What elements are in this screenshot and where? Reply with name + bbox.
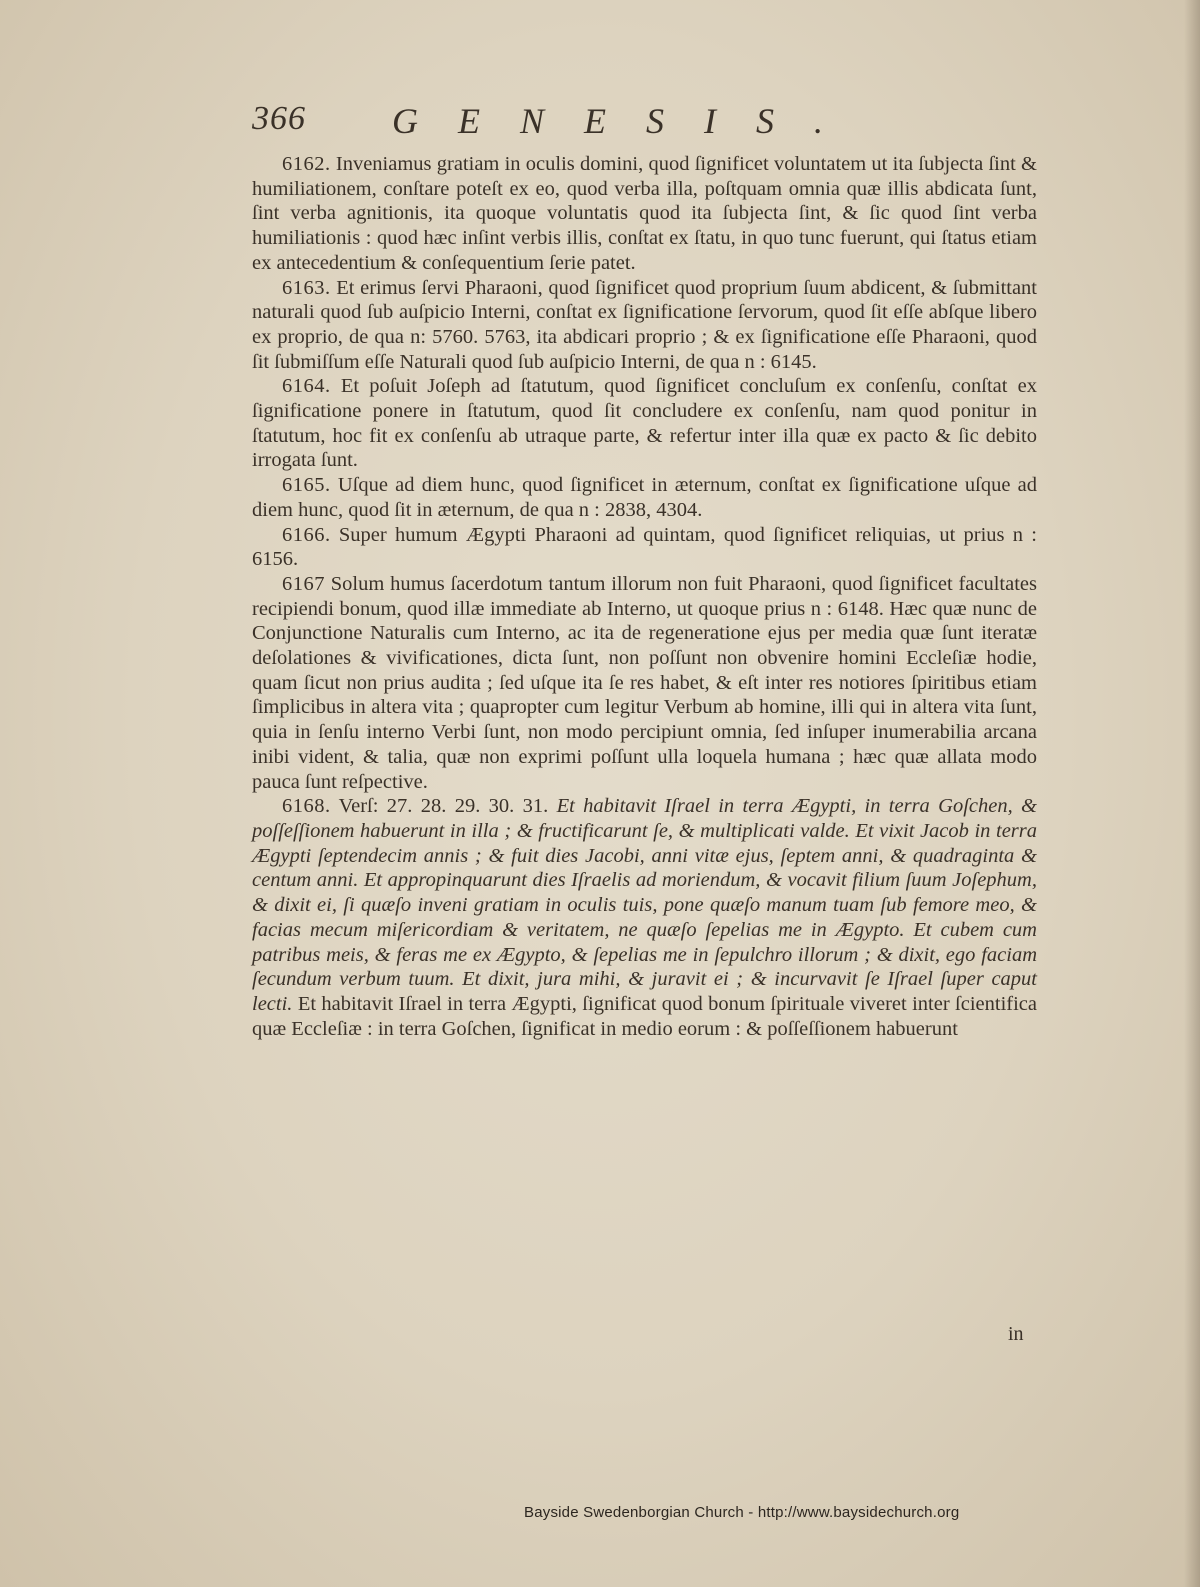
- paragraph-number: 6163.: [282, 276, 331, 299]
- paragraph-number: 6166.: [282, 523, 331, 546]
- paragraph-6167: [252, 572, 1037, 794]
- paragraph-6165: [252, 473, 1037, 522]
- paragraph-text: Et poſuit Joſeph ad ſtatutum, quod ſignificet concluſum ex conſenſu, conſtat ex ſignificatione ponere in ſtatutum, quod ſit concludere ex conſenſu, nam quod ponitur in ſtatutum, hoc fit ex conſenſu ab utraque parte, & refertur inter illa quæ ex pacto & ſic debito irrogata ſunt.: [252, 375, 1037, 472]
- paragraph-6163: [252, 276, 1037, 375]
- page-number: 366: [252, 100, 306, 137]
- paragraph-number: 6165.: [282, 474, 331, 497]
- paragraph-6166: [252, 523, 1037, 572]
- paragraph-text: Inveniamus gratiam in oculis domini, quod ſignificet voluntatem ut ita ſubjecta ſint & humiliationem, conſtare poteſt ex eo, quod verba illa, poſtquam omnia quæ illis abdicata ſunt, ſint verba agnitionis, ita quoque voluntatis quod ita ſubjecta ſint, & ſic quod ſint verba humiliationis : quod hæc inſint verbis illis, conſtat ex ſtatu, in quo tunc fuerunt, qui ſtatus etiam ex antecedentium & conſequentium ſerie patet.: [252, 153, 1038, 274]
- paragraph-6164: [252, 374, 1037, 473]
- footer-credit: Bayside Swedenborgian Church - http://www.baysidechurch.org: [524, 1504, 960, 1521]
- running-title: GENESIS.: [392, 101, 863, 141]
- paragraph-number: 6164.: [282, 375, 331, 398]
- paragraph-number: 6167: [282, 572, 325, 595]
- verse-reference: Verſ: 27. 28. 29. 30. 31.: [338, 795, 549, 818]
- exposition-text: Et habitavit Iſrael in terra Ægypti, ſignificat quod bonum ſpirituale viveret inter ſcientifica quæ Eccleſiæ : in terra Goſchen, ſignificat in medio eorum : & poſſeſſionem habuerunt: [252, 992, 1038, 1040]
- scripture-quotation: Et habitavit Iſrael in terra Ægypti, in terra Goſchen, & poſſeſſionem habuerunt in illa ; & fructificarunt ſe, & multiplicati valde. Et vixit Jacob in terra Ægypti ſeptendecim annis ; & fuit dies Jacobi, anni vitæ ejus, ſeptem anni, & quadraginta & centum anni. Et appropinquarunt dies Iſraelis ad moriendum, & vocavit filium ſuum Joſephum, & dixit ei, ſi quæſo inveni gratiam in oculis tuis, pone quæſo manum tuam ſub femore meo, & facias mecum miſericordiam & veritatem, ne quæſo ſepelias me in Ægypto. Et cubem cum patribus meis, & feras me ex Ægypto, & ſepelias me in ſepulchro illorum ; & dixit, ego faciam ſecundum verbum tuum. Et dixit, jura mihi, & juravit ei ; & incurvavit ſe Iſrael ſuper caput lecti.: [252, 795, 1037, 1015]
- catchword: in: [1008, 1323, 1024, 1345]
- paragraph-6162: [252, 152, 1037, 276]
- paragraph-text: Uſque ad diem hunc, quod ſignificet in æternum, conſtat ex ſignificatione uſque ad diem hunc, quod ſit in æternum, de qua n : 2838, 4304.: [252, 474, 1037, 521]
- paragraph-text: Et erimus ſervi Pharaoni, quod ſignificet quod proprium ſuum abdicent, & ſubmittant naturali quod ſub auſpicio Interni, conſtat ex ſignificatione ſervorum, quod ſit eſſe abſque libero ex proprio, de qua n: 5760. 5763, ita abdicari proprio ; & ex ſignificatione eſſe Pharaoni, quod ſit ſubmiſſum eſſe Naturali quod ſub auſpicio Interni, de qua n : 6145.: [252, 276, 1038, 373]
- page-edge-shadow: [1184, 0, 1200, 1587]
- paragraph-text: Super humum Ægypti Pharaoni ad quintam, quod ſignificet reliquias, ut prius n : 6156.: [252, 523, 1037, 571]
- paragraph-6168: [252, 794, 1037, 1041]
- paragraph-text: Solum humus ſacerdotum tantum illorum non fuit Pharaoni, quod ſignificet facultates recipiendi bonum, quod illæ immediate ab Interno, ut quoque prius n : 6148. Hæc quæ nunc de Conjunctione Naturalis cum Interno, ac ita de regeneratione ejus per media quæ ſunt iteratæ deſolationes & vivificationes, dicta ſunt, non poſſunt non obvenire homini Eccleſiæ hodie, quam ſicut non prius audita ; ſed uſque ita ſe res habet, & eſt inter res notiores ſpiritibus etiam ſimplicibus in altera vita ; quapropter cum legitur Verbum ab homine, illi qui in altera vita ſunt, quia in ſenſu interno Verbi ſunt, non modo percipiunt omnia, ſed inſuper inumerabilia arcana inibi vident, & talia, quæ non exprimi poſſunt ulla loquela humana ; hæc quæ allata modo pauca ſunt reſpective.: [252, 572, 1037, 793]
- paragraph-number: 6168.: [282, 795, 331, 818]
- paragraph-number: 6162.: [282, 153, 331, 175]
- text-block: [252, 152, 1037, 1041]
- page-header: [252, 96, 1052, 148]
